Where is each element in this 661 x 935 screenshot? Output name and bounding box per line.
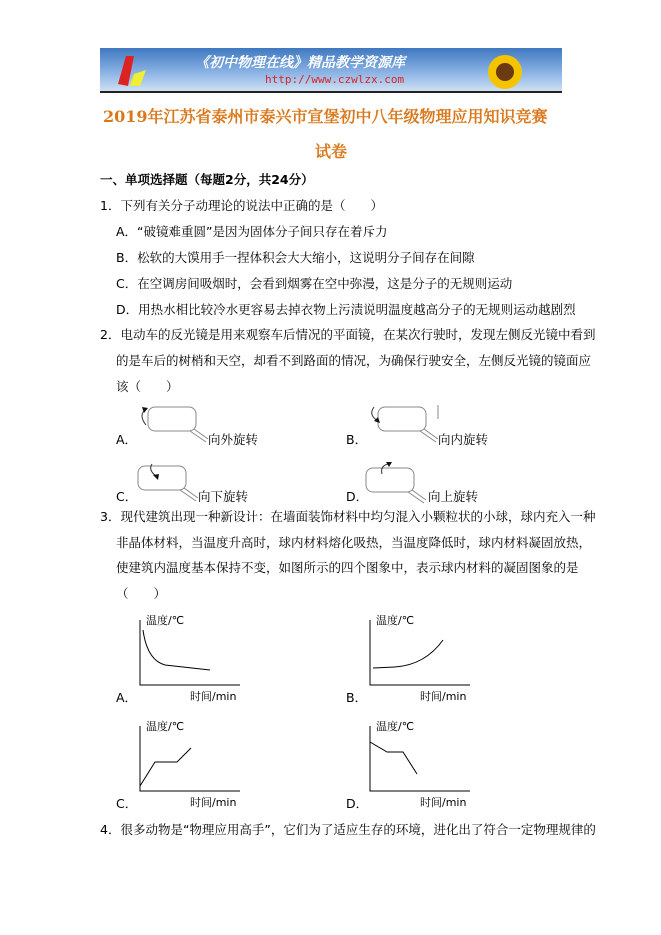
- q1-option-d: D．用热水相比较冷水更容易去掉衣物上污渍说明温度越高分子的无规则运动越剧烈: [116, 302, 576, 317]
- q1-stem: 1．下列有关分子动理论的说法中正确的是（ ）: [100, 198, 383, 213]
- q2-line1: 2．电动车的反光镜是用来观察车后情况的平面镜，在某次行驶时，发现左侧反光镜中看到: [100, 327, 596, 342]
- graph-d: [365, 726, 475, 796]
- logo-icon: [112, 50, 152, 90]
- graph-d-letter: D．: [346, 796, 369, 811]
- graph-c: [135, 726, 245, 796]
- graph-c-ylabel: 温度/℃: [146, 720, 185, 733]
- q4-line1: 4．很多动物是“物理应用高手”，它们为了适应生存的环境，进化出了符合一定物理规律的: [100, 822, 596, 837]
- q3-line4: （ ）: [116, 586, 167, 601]
- mirror-outward-figure: [138, 405, 208, 445]
- graph-a-xlabel: 时间/min: [190, 690, 237, 703]
- graph-c-xlabel: 时间/min: [190, 796, 237, 809]
- q3-line1: 3．现代建筑出现一种新设计：在墙面装饰材料中均匀混入小颗粒状的小球，球内充入一种: [100, 509, 596, 524]
- title-line1: 2019年江苏省泰州市泰兴市宣堡初中八年级物理应用知识竞赛: [103, 107, 548, 126]
- q2-line3: 该（ ）: [116, 379, 179, 394]
- q3-line2: 非晶体材料，当温度升高时，球内材料熔化吸热，当温度降低时，球内材料凝固放热，: [116, 535, 592, 550]
- sunflower-icon: [485, 52, 525, 92]
- graph-b-xlabel: 时间/min: [420, 690, 467, 703]
- graph-b-ylabel: 温度/℃: [376, 614, 415, 627]
- graph-b-letter: B．: [346, 690, 368, 705]
- q3-line3: 使建筑内温度基本保持不变，如图所示的四个图象中，表示球内材料的凝固图象的是: [116, 560, 579, 575]
- section-heading: 一、单项选择题（每题2分，共24分）: [100, 172, 314, 187]
- q2-b-letter: B．: [346, 432, 368, 447]
- q2-c-letter: C．: [116, 489, 138, 504]
- banner-title: 《初中物理在线》精品教学资源库: [195, 55, 405, 71]
- graph-c-letter: C．: [116, 796, 138, 811]
- q1-option-c: C．在空调房间吸烟时，会看到烟雾在空中弥漫，这是分子的无规则运动: [116, 276, 513, 291]
- mirror-inward-figure: [368, 405, 438, 445]
- banner: [100, 48, 562, 93]
- banner-url: http://www.czwlzx.com: [265, 73, 405, 86]
- graph-a-ylabel: 温度/℃: [146, 614, 185, 627]
- graph-d-ylabel: 温度/℃: [376, 720, 415, 733]
- title-line2: 试卷: [315, 142, 348, 161]
- q1-option-b: B．松软的大馍用手一捏体积会大大缩小，这说明分子间存在间隙: [116, 250, 475, 265]
- graph-a-letter: A．: [116, 690, 138, 705]
- graph-a: [135, 620, 245, 690]
- graph-d-xlabel: 时间/min: [420, 796, 467, 809]
- mirror-downward-figure: [132, 464, 202, 504]
- q2-c-text: 向下旋转: [198, 489, 249, 504]
- q1-option-a: A．“破镜难重圆”是因为固体分子间只存在着斥力: [116, 224, 388, 239]
- q2-line2: 的是车后的树梢和天空，却看不到路面的情况，为确保行驶安全，左侧反光镜的镜面应: [116, 353, 592, 368]
- q2-a-letter: A．: [116, 432, 138, 447]
- mirror-upward-figure: [360, 462, 430, 502]
- q2-a-text: 向外旋转: [208, 432, 259, 447]
- q2-b-text: 向内旋转: [438, 432, 489, 447]
- q2-d-letter: D．: [346, 489, 369, 504]
- graph-b: [365, 620, 475, 690]
- q2-d-text: 向上旋转: [428, 489, 479, 504]
